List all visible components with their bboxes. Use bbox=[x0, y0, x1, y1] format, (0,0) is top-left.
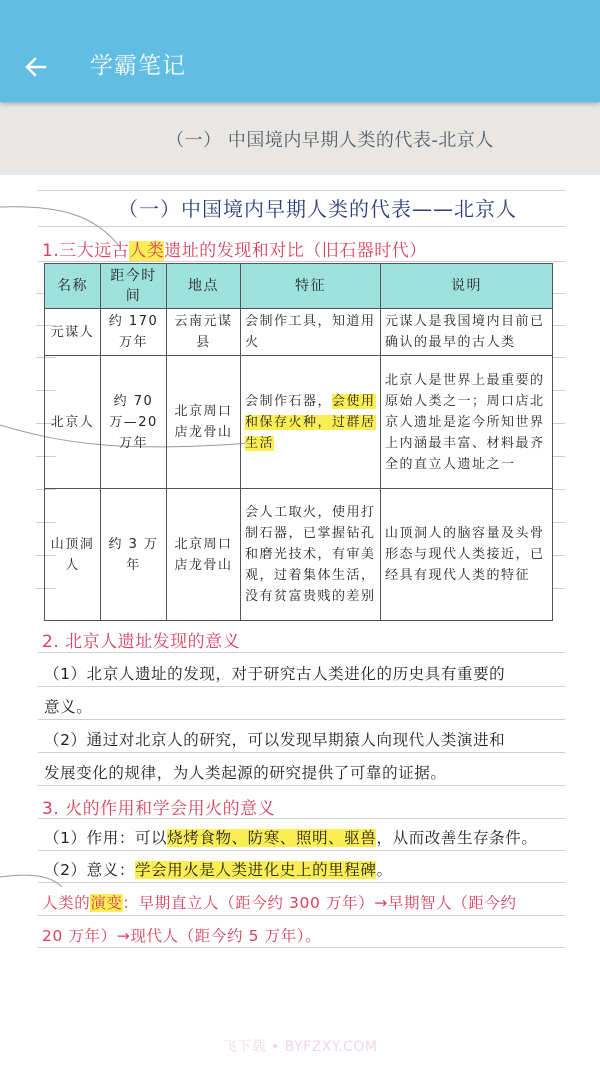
cell-feature: 会制作工具，知道用火 bbox=[241, 309, 381, 356]
app-title: 学霸笔记 bbox=[90, 53, 186, 79]
cell-time: 约 170 万年 bbox=[101, 309, 167, 356]
heading-text: 1.三大远古 bbox=[42, 241, 130, 261]
highlight-text: 演变 bbox=[90, 894, 123, 912]
text: ：早期直立人（距今约 300 万年）→早期智人（距今约 bbox=[122, 894, 517, 912]
text: ，从而改善生存条件。 bbox=[376, 829, 538, 847]
table-row bbox=[45, 309, 553, 356]
ruled-line bbox=[38, 719, 565, 720]
cell-place: 云南元谋县 bbox=[167, 309, 241, 356]
ruled-line bbox=[552, 588, 565, 589]
ruled-line bbox=[38, 652, 565, 653]
ruled-line bbox=[38, 190, 565, 191]
cell-name: 北京人 bbox=[45, 356, 101, 489]
column-header: 距今时间 bbox=[101, 264, 167, 309]
cell-note: 元谋人是我国境内目前已确认的最早的古人类 bbox=[381, 309, 553, 356]
ruled-line bbox=[38, 850, 565, 851]
cell-name: 元谋人 bbox=[45, 309, 101, 356]
note-title: （一） 中国境内早期人类的代表-北京人 bbox=[166, 129, 494, 151]
cell-feature bbox=[241, 356, 381, 489]
ruled-line bbox=[552, 555, 565, 556]
ruled-line bbox=[38, 947, 565, 948]
section-2-heading: 2. 北京人遗址发现的意义 bbox=[42, 632, 241, 652]
cell-place: 北京周口店龙骨山 bbox=[167, 356, 241, 489]
ruled-line bbox=[552, 357, 565, 358]
column-header: 地点 bbox=[167, 264, 241, 309]
highlight-text: 会使用和保存火种，过群居生活 bbox=[245, 393, 376, 451]
ruled-line bbox=[38, 261, 565, 262]
cell-feature: 会人工取火，使用打制石器，已掌握钻孔和磨光技术，有审美观，过着集体生活，没有贫富贵贱的差别 bbox=[241, 489, 381, 621]
ruled-line bbox=[552, 423, 565, 424]
section-1-heading bbox=[42, 236, 427, 261]
text: 。 bbox=[376, 861, 393, 879]
text: （2）意义： bbox=[44, 861, 135, 879]
evolution-line: 20 万年）→现代人（距今约 5 万年）。 bbox=[42, 927, 322, 945]
paragraph-line: （2）通过对北京人的研究，可以发现早期猿人向现代人类演进和 bbox=[44, 731, 506, 749]
highlight-text: 学会用火是人类进化史上的里程碑 bbox=[134, 861, 377, 879]
text: 人类的 bbox=[42, 894, 91, 912]
paragraph-line bbox=[44, 858, 393, 880]
cell-place: 北京周口店龙骨山 bbox=[167, 489, 241, 621]
ruled-line bbox=[552, 293, 565, 294]
paragraph-line bbox=[44, 826, 538, 848]
table-row bbox=[45, 356, 553, 489]
comparison-table bbox=[44, 263, 553, 621]
cell-time: 约 70 万—20 万年 bbox=[101, 356, 167, 489]
main-heading: （一）中国境内早期人类的代表——北京人 bbox=[118, 197, 517, 221]
app-bar bbox=[0, 0, 600, 102]
cell-note: 山顶洞人的脑容量及头骨形态与现代人类接近，已经具有现代人类的特征 bbox=[381, 489, 553, 621]
ruled-line bbox=[552, 522, 565, 523]
cell-name: 山顶洞人 bbox=[45, 489, 101, 621]
ruled-line bbox=[552, 325, 565, 326]
evolution-line bbox=[42, 891, 517, 913]
paragraph-line: 意义。 bbox=[44, 698, 93, 716]
ruled-line bbox=[552, 456, 565, 457]
column-header: 特征 bbox=[241, 264, 381, 309]
ruled-line bbox=[38, 686, 565, 687]
ruled-line bbox=[38, 226, 565, 227]
note-title-bar bbox=[0, 102, 600, 175]
ruled-line bbox=[38, 785, 565, 786]
heading-text: 遗址的发现和对比（旧石器时代） bbox=[164, 241, 427, 261]
paragraph-line: 发展变化的规律，为人类起源的研究提供了可靠的证据。 bbox=[44, 764, 447, 782]
text: （1）作用：可以 bbox=[44, 829, 168, 847]
feature-text: 会制作石器， bbox=[245, 393, 333, 409]
ruled-line bbox=[38, 752, 565, 753]
ruled-line bbox=[38, 915, 565, 916]
highlight-text: 烧烤食物、防寒、照明、驱兽 bbox=[167, 829, 377, 847]
cell-time: 约 3 万年 bbox=[101, 489, 167, 621]
column-header: 名称 bbox=[45, 264, 101, 309]
highlight-text: 人类 bbox=[129, 241, 165, 261]
table-row bbox=[45, 489, 553, 621]
arrow-left-icon bbox=[25, 57, 47, 77]
column-header: 说明 bbox=[381, 264, 553, 309]
section-3-heading: 3. 火的作用和学会用火的意义 bbox=[42, 799, 276, 819]
back-button[interactable] bbox=[18, 52, 54, 82]
ruled-line bbox=[552, 390, 565, 391]
paragraph-line: （1）北京人遗址的发现，对于研究古人类进化的历史具有重要的 bbox=[44, 665, 506, 683]
table-header-row bbox=[45, 264, 553, 309]
watermark: 飞下载 • BYFZXY.COM bbox=[222, 1039, 378, 1055]
cell-note: 北京人是世界上最重要的原始人类之一；周口店北京人遗址是迄今所知世界上内涵最丰富、材料最齐全的直立人遗址之一 bbox=[381, 356, 553, 489]
note-image bbox=[0, 175, 600, 1067]
ruled-line bbox=[552, 489, 565, 490]
ruled-line bbox=[38, 882, 565, 883]
